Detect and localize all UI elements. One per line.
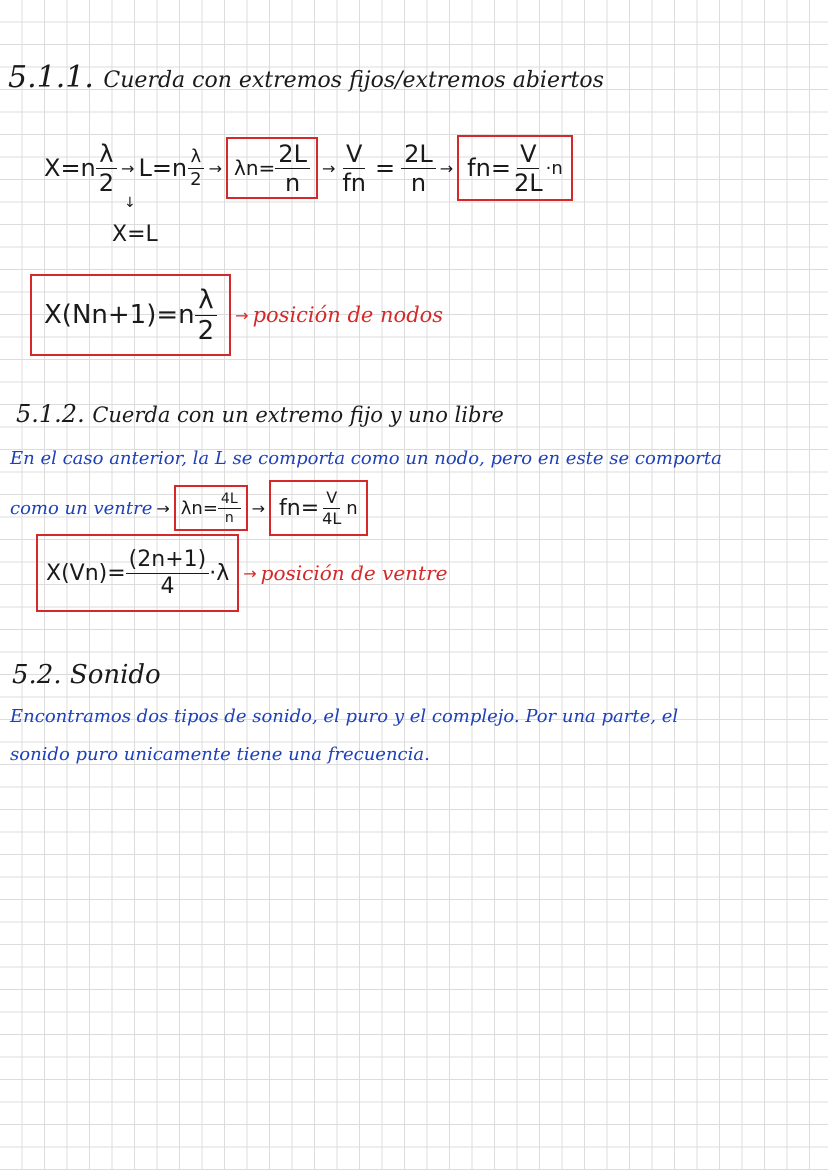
fraction xyxy=(218,492,241,525)
ventre-row xyxy=(10,480,368,536)
denominator: 2L xyxy=(513,168,543,197)
numerator: λ xyxy=(96,142,116,169)
denominator: 2 xyxy=(190,168,202,190)
arrow-icon: → xyxy=(251,498,266,518)
arrow-icon: → xyxy=(243,563,257,583)
fraction xyxy=(319,487,344,528)
arrow-icon: → xyxy=(121,158,135,178)
numerator: 2L xyxy=(401,142,436,169)
section-heading: Cuerda con extremos fijos/extremos abiertos xyxy=(103,68,604,93)
fraction xyxy=(511,139,546,197)
multiplier: ·n xyxy=(545,157,563,179)
arrow-icon: → xyxy=(321,158,336,178)
multiplier: ·λ xyxy=(209,560,230,586)
denominator: n xyxy=(410,168,427,197)
numerator: V xyxy=(343,142,365,169)
paragraph-line: En el caso anterior, la L se comporta como un nodo, pero en este se comporta xyxy=(10,448,722,469)
ventre-label: posición de ventre xyxy=(260,561,448,585)
boxed-wavelength xyxy=(174,485,248,531)
boxed-ventre-formula xyxy=(36,534,239,612)
boxed-node-formula xyxy=(30,274,231,356)
eq-fn: fn= xyxy=(467,154,511,182)
numerator: V xyxy=(323,490,340,509)
paragraph-line: sonido puro unicamente tiene una frecuencia. xyxy=(10,744,430,765)
equals: = xyxy=(375,154,396,182)
section-number: 5.1.2. xyxy=(16,400,85,428)
boxed-frequency xyxy=(457,135,573,201)
numerator: 4L xyxy=(218,492,241,509)
eq-fn: fn= xyxy=(279,495,320,521)
denominator: n xyxy=(224,509,234,526)
arrow-icon: → xyxy=(156,498,170,518)
down-arrow-icon: ↓ xyxy=(124,195,136,211)
section-title-511 xyxy=(8,60,604,95)
node-position-row xyxy=(30,274,443,356)
denominator: 2 xyxy=(98,168,115,197)
numerator: (2n+1) xyxy=(126,549,210,574)
section-title-512 xyxy=(16,400,504,428)
arrow-icon: → xyxy=(208,158,223,178)
fraction xyxy=(275,139,310,197)
section-heading: Sonido xyxy=(69,660,161,690)
fraction xyxy=(339,139,369,197)
multiplier: n xyxy=(346,497,358,519)
paragraph-line: Encontramos dos tipos de sonido, el puro y el complejo. Por una parte, el xyxy=(10,706,679,727)
numerator: V xyxy=(517,142,539,169)
numerator: λ xyxy=(195,287,216,316)
denominator: n xyxy=(285,168,301,197)
fraction xyxy=(401,139,436,197)
eq-x: X=n xyxy=(44,154,96,182)
denominator: fn xyxy=(342,168,367,197)
eq-lambda: λn= xyxy=(180,497,218,519)
fraction xyxy=(126,546,210,599)
boxed-wavelength xyxy=(226,137,318,199)
eq-node: X(Nn+1)=n xyxy=(44,300,195,330)
paragraph-line: como un ventre xyxy=(10,497,153,519)
arrow-icon: → xyxy=(439,158,454,178)
arrow-icon: → xyxy=(235,305,249,325)
section-number: 5.1.1. xyxy=(8,60,94,95)
section-heading: Cuerda con un extremo fijo y uno libre xyxy=(92,403,504,427)
fraction xyxy=(195,284,218,346)
numerator: 2L xyxy=(275,142,310,169)
eq-ventre: X(Vn)= xyxy=(46,560,126,586)
eq-lambda: λn= xyxy=(234,156,276,180)
denominator: 4 xyxy=(160,573,175,599)
section-number: 5.2. xyxy=(12,660,62,690)
numerator: λ xyxy=(188,148,205,169)
equation-chain xyxy=(44,135,573,201)
boxed-frequency xyxy=(269,480,368,536)
section-title-52 xyxy=(12,660,161,690)
eq-l: L=n xyxy=(138,154,188,182)
fraction xyxy=(187,145,204,190)
denominator: 4L xyxy=(322,508,342,528)
fraction xyxy=(96,139,117,197)
ventre-position-row xyxy=(36,534,447,612)
denominator: 2 xyxy=(197,315,215,346)
eq-x-equals-l: X=L xyxy=(112,222,158,247)
node-label: posición de nodos xyxy=(252,303,444,327)
